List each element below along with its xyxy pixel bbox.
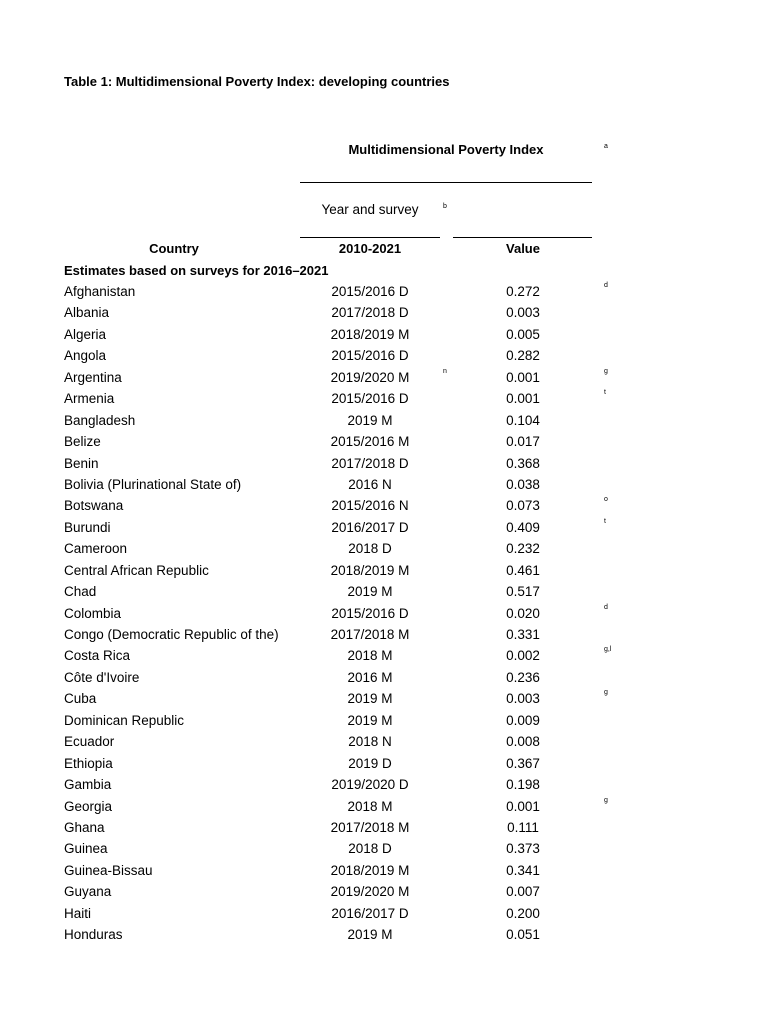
year-survey-cell: 2018 D (348, 541, 392, 557)
table-row (0, 797, 768, 818)
table-row (0, 646, 768, 667)
year-survey-cell: 2019 M (347, 584, 393, 600)
country-cell: Ecuador (64, 734, 115, 750)
value-rule (453, 237, 592, 238)
table-row (0, 861, 768, 882)
table-row (0, 904, 768, 925)
year-survey-cell: 2018/2019 M (330, 562, 410, 578)
table-row (0, 496, 768, 517)
table-row (0, 475, 768, 496)
country-cell: Armenia (64, 391, 115, 407)
mpi-value-cell: 0.232 (506, 541, 540, 557)
mpi-value-cell: 0.001 (506, 798, 540, 814)
mpi-label: Multidimensional Poverty Index (348, 142, 544, 157)
table-row (0, 346, 768, 367)
year-survey-cell: 2019 D (348, 755, 392, 771)
year-footnote-marker: n (443, 367, 447, 375)
table-row (0, 282, 768, 303)
year-survey-cell: 2017/2018 M (330, 627, 410, 642)
table-row (0, 368, 768, 389)
year-survey-rule (300, 237, 440, 238)
table-row (0, 411, 768, 432)
year-survey-cell: 2015/2016 D (331, 605, 409, 621)
table-row (0, 668, 768, 689)
mpi-value-cell: 0.073 (506, 498, 540, 514)
mpi-value-cell: 0.331 (506, 627, 540, 642)
country-cell: Honduras (64, 927, 123, 943)
year-survey-cell: 2018/2019 M (330, 326, 410, 342)
mpi-value-cell: 0.017 (506, 434, 540, 450)
mpi-value-cell: 0.003 (506, 691, 540, 707)
value-footnote-marker: o (604, 496, 608, 504)
mpi-value-cell: 0.373 (506, 841, 540, 857)
year-survey-cell: 2019 M (347, 412, 393, 428)
mpi-value-cell: 0.005 (506, 326, 540, 342)
table-row (0, 325, 768, 346)
year-survey-cell: 2017/2018 M (330, 819, 410, 835)
mpi-value-cell: 0.198 (506, 777, 540, 793)
country-cell: Cameroon (64, 541, 128, 557)
year-survey-cell: 2018 M (347, 798, 393, 814)
mpi-column-group-header (300, 142, 592, 157)
country-cell: Guinea-Bissau (64, 862, 153, 878)
table-row (0, 732, 768, 753)
mpi-value-cell: 0.001 (506, 391, 540, 407)
country-cell: Chad (64, 584, 97, 600)
table-row (0, 775, 768, 796)
mpi-value-cell: 0.051 (506, 927, 540, 943)
country-cell: Botswana (64, 498, 124, 514)
mpi-value-cell: 0.368 (506, 455, 540, 471)
table-row (0, 818, 768, 839)
country-column-header: Country (149, 241, 199, 256)
country-cell: Albania (64, 305, 110, 321)
country-cell: Ghana (64, 819, 105, 835)
table-row (0, 432, 768, 453)
country-cell: Afghanistan (64, 284, 136, 299)
year-survey-cell: 2019/2020 M (330, 369, 410, 385)
mpi-value-cell: 0.236 (506, 669, 540, 685)
table-body (0, 282, 768, 947)
year-survey-cell: 2018 D (348, 841, 392, 857)
country-cell: Central African Republic (64, 562, 209, 578)
country-cell: Guyana (64, 884, 112, 900)
country-cell: Argentina (64, 369, 122, 385)
table-row (0, 561, 768, 582)
year-survey-cell: 2019 M (347, 927, 393, 943)
mpi-value-cell: 0.038 (506, 476, 540, 492)
mpi-value-cell: 0.367 (506, 755, 540, 771)
value-footnote-marker: g (604, 689, 608, 697)
table-row (0, 839, 768, 860)
year-survey-cell: 2019 M (347, 712, 393, 728)
mpi-value-cell: 0.007 (506, 884, 540, 900)
value-footnote-marker: g (604, 796, 608, 804)
table-row (0, 711, 768, 732)
year-survey-cell: 2015/2016 M (330, 434, 410, 450)
value-footnote-marker: t (604, 389, 606, 397)
year-survey-cell: 2015/2016 D (331, 348, 409, 364)
year-survey-cell: 2019/2020 M (330, 884, 410, 900)
table-row (0, 625, 768, 646)
year-survey-cell: 2018 M (347, 648, 393, 664)
year-survey-cell: 2016 N (348, 476, 392, 492)
country-cell: Benin (64, 455, 99, 471)
table-row (0, 389, 768, 410)
value-footnote-marker: d (604, 603, 608, 611)
value-footnote-marker: d (604, 282, 608, 289)
year-survey-cell: 2015/2016 N (331, 498, 409, 514)
mpi-value-cell: 0.282 (506, 348, 540, 364)
year-survey-cell: 2018 N (348, 734, 392, 750)
year-survey-cell: 2016 M (347, 669, 393, 685)
country-cell: Dominican Republic (64, 712, 185, 728)
table-row (0, 518, 768, 539)
mpi-value-cell: 0.200 (506, 905, 540, 921)
mpi-value-cell: 0.461 (506, 562, 540, 578)
country-cell: Angola (64, 348, 107, 364)
table-row (0, 925, 768, 946)
year-survey-cell: 2019/2020 D (331, 777, 409, 793)
value-column-header: Value (506, 241, 540, 256)
country-cell: Congo (Democratic Republic of the) (64, 627, 279, 642)
table-row (0, 303, 768, 324)
table-row (0, 539, 768, 560)
table-row (0, 882, 768, 903)
mpi-value-cell: 0.341 (506, 862, 540, 878)
table-row (0, 454, 768, 475)
year-survey-cell: 2018/2019 M (330, 862, 410, 878)
year-survey-cell: 2015/2016 D (331, 391, 409, 407)
country-cell: Ethiopia (64, 755, 113, 771)
mpi-value-cell: 0.272 (506, 284, 540, 299)
mpi-value-cell: 0.409 (506, 519, 540, 535)
country-cell: Gambia (64, 777, 112, 793)
mpi-value-cell: 0.001 (506, 369, 540, 385)
country-cell: Côte d'Ivoire (64, 669, 140, 685)
country-cell: Bolivia (Plurinational State of) (64, 476, 242, 492)
year-survey-cell: 2019 M (347, 691, 393, 707)
country-cell: Georgia (64, 798, 113, 814)
year-survey-cell: 2016/2017 D (331, 519, 409, 535)
value-footnote-marker: g,l (604, 646, 612, 654)
mpi-value-cell: 0.002 (506, 648, 540, 664)
year-survey-cell: 2017/2018 D (331, 305, 409, 321)
value-footnote-marker: g (604, 367, 608, 375)
mpi-value-cell: 0.008 (506, 734, 540, 750)
mpi-footnote-marker: a (604, 143, 608, 150)
year-survey-cell: 2017/2018 D (331, 455, 409, 471)
mpi-header-rule (300, 182, 592, 183)
country-cell: Guinea (64, 841, 108, 857)
country-cell: Haiti (64, 905, 92, 921)
year-survey-footnote-marker: b (443, 203, 447, 210)
table-row (0, 689, 768, 710)
country-cell: Bangladesh (64, 412, 136, 428)
country-cell: Colombia (64, 605, 122, 621)
mpi-value-cell: 0.104 (506, 412, 540, 428)
mpi-value-cell: 0.111 (507, 819, 539, 835)
page-title: Table 1: Multidimensional Poverty Index: developing countries (64, 74, 450, 89)
country-cell: Cuba (64, 691, 97, 707)
country-cell: Belize (64, 434, 101, 450)
section-heading: Estimates based on surveys for 2016–2021 (64, 263, 329, 278)
value-footnote-marker: t (604, 517, 606, 525)
country-cell: Algeria (64, 326, 107, 342)
country-cell: Burundi (64, 519, 111, 535)
table-row (0, 604, 768, 625)
table-row (0, 582, 768, 603)
mpi-value-cell: 0.009 (506, 712, 540, 728)
mpi-value-cell: 0.003 (506, 305, 540, 321)
table-row (0, 754, 768, 775)
mpi-value-cell: 0.020 (506, 605, 540, 621)
country-cell: Costa Rica (64, 648, 131, 664)
mpi-value-cell: 0.517 (506, 584, 540, 600)
year-range-column-header: 2010-2021 (338, 241, 402, 256)
year-survey-header: Year and survey (321, 202, 419, 217)
year-survey-cell: 2015/2016 D (331, 284, 409, 299)
year-survey-cell: 2016/2017 D (331, 905, 409, 921)
